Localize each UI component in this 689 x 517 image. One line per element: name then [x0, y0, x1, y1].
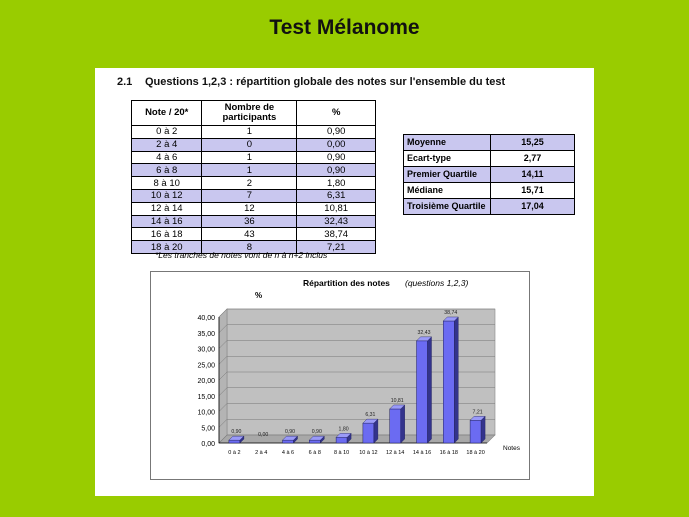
stat-label: Médiane	[404, 183, 491, 199]
x-axis-label: Notes	[503, 445, 520, 452]
cell-note: 0 à 2	[132, 126, 202, 139]
table-row	[132, 151, 376, 164]
section-title: Questions 1,2,3 : répartition globale des notes sur l'ensemble du test	[145, 76, 506, 88]
bar-chart	[150, 271, 530, 480]
section-heading	[117, 76, 505, 88]
bar-value-label: 0,90	[231, 429, 242, 436]
chart-title: Répartition des notes	[303, 278, 390, 288]
stat-label: Premier Quartile	[404, 167, 491, 183]
bar-value-label: 0,90	[311, 429, 322, 436]
stat-value: 15,25	[491, 135, 575, 151]
cell-count: 8	[202, 241, 297, 254]
y-tick-label: 15,00	[197, 393, 215, 401]
cell-percent: 6,31	[297, 189, 376, 202]
y-tick-label: 10,00	[197, 409, 215, 417]
cell-percent: 0,90	[297, 126, 376, 139]
bar-value-label: 1,80	[338, 426, 349, 433]
bar-value-label: 6,31	[365, 412, 376, 419]
x-tick-label: 12 à 14	[386, 450, 405, 456]
bar-value-label: 38,74	[444, 309, 458, 316]
bar	[363, 423, 374, 443]
stat-value: 15,71	[491, 183, 575, 199]
cell-count: 1	[202, 126, 297, 139]
table-row	[132, 138, 376, 151]
y-tick-label: 20,00	[197, 378, 215, 385]
bar	[283, 440, 294, 443]
x-tick-label: 2 à 4	[255, 450, 268, 456]
y-tick-label: 5,00	[201, 425, 215, 433]
table-header-row	[132, 101, 376, 126]
header-percent: %	[297, 101, 376, 126]
bar-side	[401, 405, 405, 443]
table-row	[132, 189, 376, 202]
x-tick-label: 18 à 20	[466, 450, 485, 456]
stats-row	[404, 183, 575, 199]
table-row	[132, 202, 376, 215]
x-tick-label: 16 à 18	[439, 450, 458, 456]
y-axis-label: %	[255, 291, 263, 300]
bar-side	[454, 317, 458, 443]
cell-percent: 38,74	[297, 228, 376, 241]
cell-note: 4 à 6	[132, 151, 202, 164]
cell-count: 7	[202, 189, 297, 202]
x-tick-label: 0 à 2	[228, 450, 241, 456]
cell-count: 1	[202, 164, 297, 177]
bar	[336, 437, 347, 443]
y-tick-label: 30,00	[197, 346, 215, 354]
table-footnote: *Les tranches de notes vont de n à n+2 inclus	[155, 250, 328, 260]
cell-count: 1	[202, 151, 297, 164]
stat-label: Moyenne	[404, 135, 491, 151]
bar-value-label: 10,81	[390, 397, 404, 404]
bar-value-label: 32,43	[417, 329, 431, 336]
cell-count: 36	[202, 215, 297, 228]
bar-value-label: 0,90	[284, 429, 296, 436]
slide-title: Test Mélanome	[269, 16, 420, 39]
cell-note: 14 à 16	[132, 215, 202, 228]
section-number: 2.1	[117, 76, 133, 88]
stat-value: 2,77	[491, 151, 575, 167]
x-tick-label: 14 à 16	[412, 450, 432, 456]
cell-percent: 0,90	[297, 151, 376, 164]
cell-note: 18 à 20	[132, 241, 202, 254]
x-tick-label: 6 à 8	[308, 450, 321, 456]
cell-note: 2 à 4	[132, 138, 202, 151]
distribution-table	[131, 100, 376, 254]
bar	[417, 341, 428, 443]
stats-row	[404, 135, 575, 151]
cell-percent: 0,90	[297, 164, 376, 177]
cell-count: 0	[202, 138, 297, 151]
y-tick-label: 25,00	[197, 362, 215, 370]
cell-count: 43	[202, 228, 297, 241]
table-row	[132, 164, 376, 177]
header-count: Nombre de participants	[202, 101, 297, 126]
cell-note: 6 à 8	[132, 164, 202, 177]
y-tick-label: 0,00	[201, 441, 215, 448]
cell-note: 16 à 18	[132, 228, 202, 241]
cell-count: 12	[202, 202, 297, 215]
bar	[229, 440, 240, 443]
bar	[470, 420, 481, 443]
table-row	[132, 126, 376, 139]
chart-subtitle: (questions 1,2,3)	[405, 278, 469, 288]
cell-percent: 7,21	[297, 241, 376, 254]
bar-value-label: 0,00	[258, 432, 269, 438]
cell-percent: 10,81	[297, 202, 376, 215]
table-row	[132, 215, 376, 228]
table-row	[132, 228, 376, 241]
chart-canvas	[151, 272, 529, 479]
header-note: Note / 20*	[132, 101, 202, 126]
stat-value: 14,11	[491, 167, 575, 183]
cell-percent: 0,00	[297, 138, 376, 151]
y-tick-label: 40,00	[197, 315, 215, 322]
stats-row	[404, 167, 575, 183]
x-tick-label: 10 à 12	[359, 450, 378, 456]
stat-value: 17,04	[491, 199, 575, 215]
cell-percent: 1,80	[297, 177, 376, 190]
y-tick-label: 35,00	[197, 330, 215, 338]
cell-note: 10 à 12	[132, 189, 202, 202]
x-tick-label: 4 à 6	[281, 450, 295, 456]
stats-row	[404, 151, 575, 167]
statistics-table	[403, 134, 575, 215]
bar-value-label: 7,21	[472, 409, 483, 416]
bar-side	[481, 416, 485, 443]
stats-row	[404, 199, 575, 215]
bar	[443, 321, 454, 443]
document-page	[95, 68, 594, 496]
bar-side	[428, 337, 432, 443]
stat-label: Ecart-type	[404, 151, 491, 167]
cell-count: 2	[202, 177, 297, 190]
bar	[309, 440, 320, 443]
stat-label: Troisième Quartile	[404, 199, 491, 215]
bar	[390, 409, 401, 443]
table-row	[132, 177, 376, 190]
cell-note: 8 à 10	[132, 177, 202, 190]
cell-note: 12 à 14	[132, 202, 202, 215]
x-tick-label: 8 à 10	[333, 450, 350, 456]
cell-percent: 32,43	[297, 215, 376, 228]
